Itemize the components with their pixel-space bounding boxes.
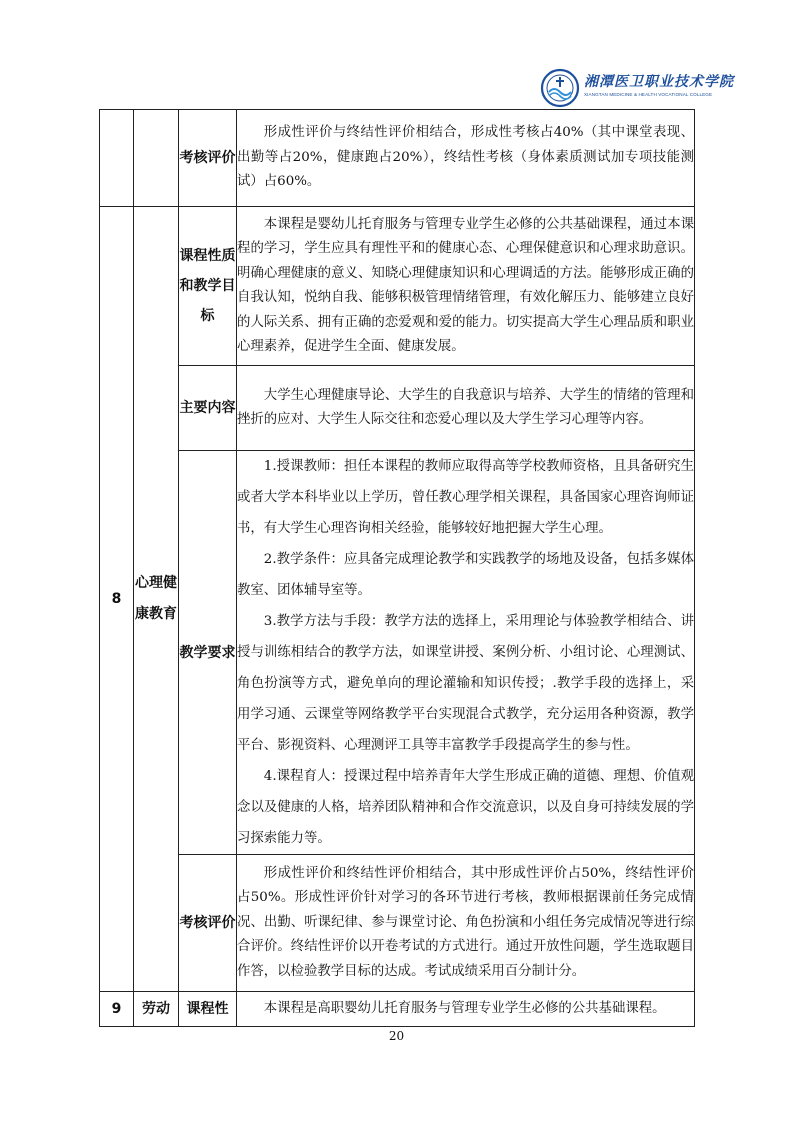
- main-content-label: 主要内容: [179, 366, 237, 451]
- assessment-content: [237, 855, 695, 992]
- assessment-text: 形成性评价与终结性评价相结合，形成性考核占40%（其中课堂表现、出勤等占20%，健康跑占20%），终结性考核（身体素质测试加专项技能测试）占60%。: [237, 125, 694, 190]
- course-name: 心理健康教育: [134, 207, 179, 992]
- table-row: [100, 207, 695, 366]
- nature-label: 课程性质和教学目标: [179, 207, 237, 366]
- main-content-content: [237, 366, 695, 451]
- college-logo: [540, 68, 734, 112]
- nature-label: 课程性: [179, 992, 237, 1027]
- assessment-label: 考核评价: [179, 110, 237, 207]
- table-row: [100, 855, 695, 992]
- name-cell-empty: [134, 110, 179, 207]
- main-content-text: 大学生心理健康导论、大学生的自我意识与培养、大学生的情绪的管理和挫折的应对、大学生人际交往和恋爱心理以及大学生学习心理等内容。: [237, 387, 694, 427]
- course-number: 9: [100, 992, 134, 1027]
- college-seal-icon: [540, 68, 580, 108]
- course-number: 8: [100, 207, 134, 992]
- nature-content: [237, 207, 695, 366]
- table-row: [100, 110, 695, 207]
- requirement-item: 3.教学方法与手段：教学方法的选择上，采用理论与体验教学相结合、讲授与训练相结合的教学方法，如课堂讲授、案例分析、小组讨论、心理测试、角色扮演等方式，避免单向的理论灌输和知识传授；.教学手段的选择上，采用学习通、云课堂等网络教学平台实现混合式教学，充分运用各种资源，教学平台、影视资料、心理测评工具等丰富教学手段提高学生的参与性。: [237, 614, 694, 753]
- nature-text: 本课程是高职婴幼儿托育服务与管理专业学生必修的公共基础课程。: [263, 1000, 666, 1016]
- number-cell-empty: [100, 110, 134, 207]
- assessment-text: 形成性评价和终结性评价相结合，其中形成性评价占50%，终结性评价占50%。形成性评价针对学习的各环节进行考核，教师根据课前任务完成情况、出勤、听课纪律、参与课堂讨论、角色扮演和小组任务完成情况等进行综合评价。终结性评价以开卷考试的方式进行。通过开放性问题，学生选取题目作答，以检验教学目标的达成。考试成绩采用百分制计分。: [237, 865, 694, 979]
- table-row: [100, 366, 695, 451]
- page-number: 20: [388, 1029, 405, 1043]
- assessment-content: [237, 110, 695, 207]
- curriculum-table: [99, 109, 695, 1027]
- requirements-label: 教学要求: [179, 451, 237, 855]
- requirements-content: [237, 451, 695, 855]
- nature-text: 本课程是婴幼儿托育服务与管理专业学生必修的公共基础课程，通过本课程的学习，学生应具有理性平和的健康心态、心理保健意识和心理求助意识。明确心理健康的意义、知晓心理健康知识和心理调适的方法。能够形成正确的自我认知，悦纳自我、能够积极管理情绪管理，有效化解压力、能够建立良好的人际关系、拥有正确的恋爱观和爱的能力。切实提高大学生心理品质和职业心理素养，促进学生全面、健康发展。: [237, 216, 694, 354]
- course-name: 劳动: [134, 992, 179, 1027]
- requirement-item: 2.教学条件：应具备完成理论教学和实践教学的场地及设备，包括多媒体教室、团体辅导室等。: [237, 552, 694, 598]
- assessment-label: 考核评价: [179, 855, 237, 992]
- requirement-item: 4.课程育人：授课过程中培养青年大学生形成正确的道德、理想、价值观念以及健康的人格，培养团队精神和合作交流意识，以及自身可持续发展的学习探索能力等。: [237, 769, 694, 846]
- college-name-cn: 湘潭医卫职业技术学院: [584, 74, 734, 90]
- requirement-item: 1.授课教师：担任本课程的教师应取得高等学校教师资格，且具备研究生或者大学本科毕业以上学历，曾任教心理学相关课程，具备国家心理咨询师证书，有大学生心理咨询相关经验，能够较好地把握大学生心理。: [237, 459, 694, 536]
- nature-content: [237, 992, 695, 1027]
- college-name-en: XIANGTAN MEDICINE & HEALTH VOCATIONAL COLLEGE: [584, 92, 713, 97]
- table-row: [100, 992, 695, 1027]
- table-row: [100, 451, 695, 855]
